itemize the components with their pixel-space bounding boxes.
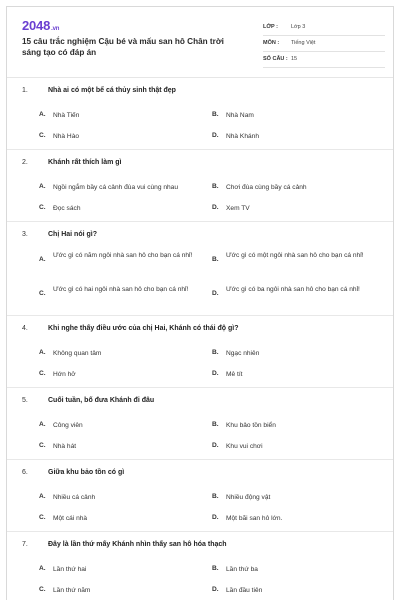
option-letter: A. — [39, 111, 46, 118]
option-letter: B. — [212, 565, 219, 572]
question-text: Nhà ai có một bể cá thủy sinh thật đẹp — [48, 87, 176, 94]
option-letter: A. — [39, 256, 46, 263]
option-letter: B. — [212, 183, 219, 190]
question-text: Đây là lần thứ mấy Khánh nhìn thấy san hô hóa thạch — [48, 541, 227, 548]
meta-key-count: SỐ CÂU : — [263, 56, 288, 62]
meta-row-class — [263, 21, 385, 36]
meta-value-class: Lớp 3 — [291, 24, 306, 30]
meta-key-subject: MÔN : — [263, 40, 280, 46]
option-letter: C. — [39, 370, 46, 377]
question-divider — [7, 315, 393, 316]
question-divider — [7, 387, 393, 388]
option-text: Hớn hở — [53, 371, 76, 378]
question-text: Giữa khu bảo tồn có gì — [48, 469, 125, 476]
quiz-sheet — [6, 6, 394, 600]
option-text: Nhiều động vật — [226, 494, 271, 501]
question-number: 4. — [22, 325, 28, 332]
option-text: Một bãi san hô lớn. — [226, 515, 283, 522]
option-letter: A. — [39, 421, 46, 428]
option-letter: B. — [212, 111, 219, 118]
question-number: 7. — [22, 541, 28, 548]
meta-value-subject: Tiếng Việt — [291, 40, 316, 46]
option-letter: C. — [39, 132, 46, 139]
question-text: Khi nghe thấy điều ước của chị Hai, Khánh có thái độ gì? — [48, 325, 239, 332]
option-text: Chơi đùa cùng bầy cá cảnh — [226, 184, 307, 191]
quiz-meta — [263, 21, 385, 69]
option-text: Ngồi ngắm bầy cá cảnh đùa vui cùng nhau — [53, 184, 179, 191]
question-number: 6. — [22, 469, 28, 476]
option-letter: D. — [212, 204, 219, 211]
option-letter: C. — [39, 442, 46, 449]
meta-row-subject — [263, 37, 385, 52]
option-letter: D. — [212, 290, 219, 297]
option-text: Ước gì có năm ngôi nhà san hô cho bạn cá nhỉ! — [53, 252, 193, 259]
option-letter: A. — [39, 493, 46, 500]
option-text: Nhà Khánh — [226, 133, 259, 140]
option-text: Lần đầu tiên — [226, 587, 263, 594]
option-text: Công viên — [53, 422, 83, 429]
option-text: Xem TV — [226, 205, 250, 212]
option-letter: A. — [39, 183, 46, 190]
meta-key-class: LỚP : — [263, 24, 278, 30]
option-letter: C. — [39, 514, 46, 521]
option-letter: A. — [39, 565, 46, 572]
option-text: Mê tít — [226, 371, 243, 378]
question-divider — [7, 149, 393, 150]
option-text: Đọc sách — [53, 205, 81, 212]
quiz-header — [7, 7, 393, 75]
option-text: Lần thứ ba — [226, 566, 258, 573]
option-letter: C. — [39, 586, 46, 593]
option-text: Nhà Hào — [53, 133, 80, 140]
option-letter: D. — [212, 514, 219, 521]
meta-row-count — [263, 53, 385, 68]
option-text: Ước gì có ba ngôi nhà san hô cho bạn cá nhỉ! — [226, 286, 360, 293]
question-text: Cuối tuần, bố đưa Khánh đi đâu — [48, 397, 155, 404]
option-text: Lần thứ hai — [53, 566, 87, 573]
option-text: Nhà Nam — [226, 112, 254, 119]
question-number: 5. — [22, 397, 28, 404]
option-text: Lần thứ năm — [53, 587, 91, 594]
question-divider — [7, 531, 393, 532]
option-text: Một cái nhà — [53, 515, 88, 522]
option-letter: C. — [39, 204, 46, 211]
option-letter: A. — [39, 349, 46, 356]
option-text: Không quan tâm — [53, 350, 102, 357]
option-letter: D. — [212, 370, 219, 377]
option-text: Khu bảo tồn biển — [226, 422, 276, 429]
option-text: Ước gì có một ngôi nhà san hô cho bạn cá nhỉ! — [226, 252, 364, 259]
question-text: Chị Hai nói gì? — [48, 231, 97, 238]
meta-value-count: 15 — [291, 56, 298, 62]
option-text: Nhà Tiến — [53, 112, 80, 119]
option-text: Ước gì có hai ngôi nhà san hô cho bạn cá nhỉ! — [53, 286, 189, 293]
header-divider — [7, 77, 393, 78]
option-letter: D. — [212, 132, 219, 139]
question-divider — [7, 459, 393, 460]
question-number: 1. — [22, 87, 28, 94]
option-letter: D. — [212, 442, 219, 449]
option-text: Nhà hát — [53, 443, 77, 450]
option-letter: B. — [212, 349, 219, 356]
option-text: Ngạc nhiên — [226, 350, 260, 357]
site-logo[interactable]: 2048.vn — [22, 18, 60, 33]
option-letter: B. — [212, 493, 219, 500]
question-divider — [7, 221, 393, 222]
option-text: Nhiều cá cảnh — [53, 494, 96, 501]
page-title: 15 câu trắc nghiệm Cậu bé và mấu san hô Chân trời sáng tạo có đáp án — [22, 37, 224, 57]
option-letter: D. — [212, 586, 219, 593]
question-number: 2. — [22, 159, 28, 166]
option-letter: B. — [212, 256, 219, 263]
question-text: Khánh rất thích làm gì — [48, 159, 122, 166]
question-number: 3. — [22, 231, 28, 238]
option-text: Khu vui chơi — [226, 443, 263, 450]
option-letter: B. — [212, 421, 219, 428]
option-letter: C. — [39, 290, 46, 297]
